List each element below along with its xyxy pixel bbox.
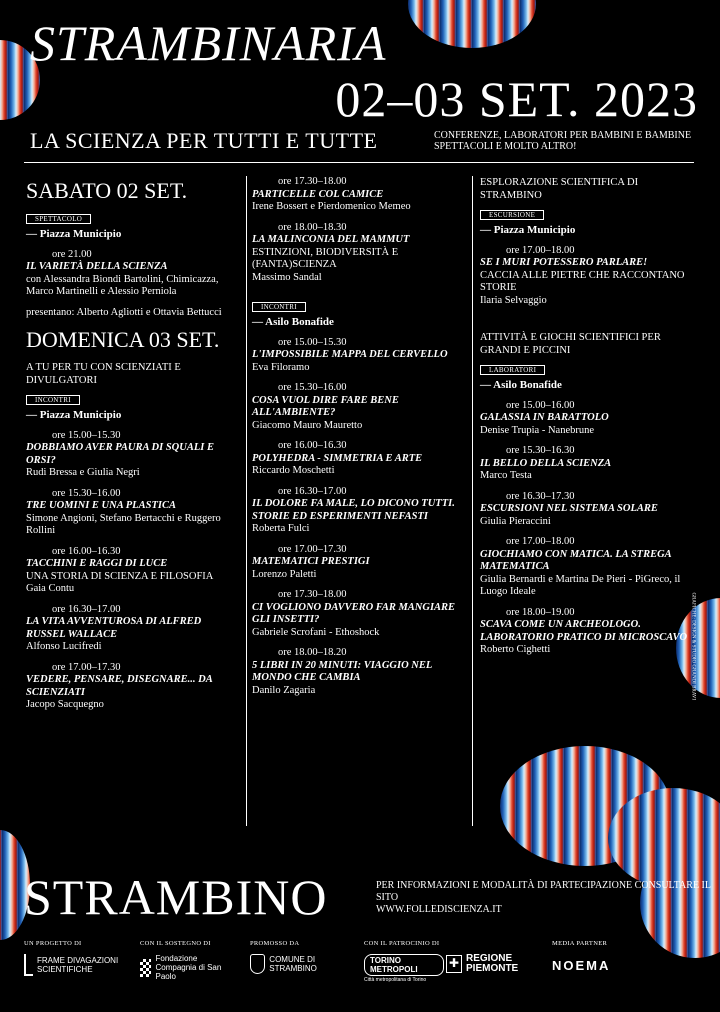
event — [26, 249, 240, 320]
section-heading: ATTIVITÀ E GIOCHI SCIENTIFICI PER GRANDI E PICCINI — [480, 332, 661, 356]
info-block — [376, 880, 720, 916]
frame-logo-icon — [24, 954, 33, 976]
event-time: ore 15.00–15.30 — [278, 336, 347, 348]
event-people: Lorenzo Paletti — [252, 568, 317, 580]
section-heading: ESPLORAZIONE SCIENTIFICA DI STRAMBINO — [480, 177, 639, 201]
column-2 — [252, 176, 468, 705]
event — [252, 589, 468, 639]
event-time: ore 16.30–17.00 — [278, 485, 347, 497]
event-title: COSA VUOL DIRE FARE BENE ALL'AMBIENTE? — [252, 394, 399, 418]
torino-logo-text: TORINO METROPOLI — [364, 954, 444, 976]
event-people: Roberta Fulci — [252, 523, 310, 534]
design-credit: GRAFICHE: DESIGN & STUDIO GRANDI BRAVI — [691, 592, 696, 700]
event-title: TRE UOMINI E UNA PLASTICA — [26, 500, 176, 511]
festival-title: STRAMBINARIA — [30, 15, 387, 71]
label-patron: CON IL PATROCINIO DI — [364, 940, 440, 947]
event — [252, 176, 468, 214]
category-tag: SPETTACOLO — [26, 214, 91, 224]
event — [480, 245, 690, 308]
regione-icon: ✚ — [446, 955, 462, 973]
venue: — Asilo Bonafide — [252, 316, 334, 328]
event-time: ore 21.00 — [52, 248, 92, 260]
event — [26, 488, 240, 538]
column-divider-2 — [472, 176, 473, 826]
noema-logo — [552, 958, 610, 973]
column-divider-1 — [246, 176, 247, 826]
event — [252, 382, 468, 432]
event-time: ore 17.00–18.00 — [506, 536, 575, 547]
event — [26, 430, 240, 480]
fondazione-logo — [140, 954, 240, 981]
event — [480, 536, 690, 599]
event-people: Alfonso Lucifredi — [26, 641, 102, 652]
section-intro: A TU PER TU CON SCIENZIATI E DIVULGATORI — [26, 362, 181, 386]
event-time: ore 15.30–16.30 — [506, 445, 575, 456]
event-title: SE I MURI POTESSERO PARLARE! — [480, 257, 648, 268]
event-time: ore 16.30–17.30 — [506, 490, 575, 502]
column-1 — [26, 176, 240, 720]
event-time: ore 18.00–19.00 — [506, 606, 575, 618]
event-subtitle: CACCIA ALLE PIETRE CHE RACCONTANO STORIE — [480, 269, 685, 293]
event — [26, 662, 240, 712]
event-time: ore 16.30–17.00 — [52, 603, 121, 615]
event-title: LA VITA AVVENTUROSA DI ALFRED RUSSEL WALLACE — [26, 616, 202, 640]
event-time: ore 18.00–18.30 — [278, 221, 347, 233]
regione-logo-text: REGIONE PIEMONTE — [466, 953, 519, 974]
venue: — Piazza Municipio — [26, 409, 122, 421]
event-people: con Alessandra Biondi Bartolini, Chimicazza, Marco Martinelli e Alessio Perniola — [26, 273, 219, 297]
event-people: Riccardo Moschetti — [252, 465, 335, 476]
event-time: ore 15.00–15.30 — [52, 429, 121, 441]
event — [480, 607, 690, 657]
event-people: Gaia Contu — [26, 583, 75, 594]
event — [480, 400, 690, 438]
category-tag: INCONTRI — [26, 395, 80, 405]
event-title: GIOCHIAMO CON MATICA. LA STREGA MATEMATICA — [480, 548, 672, 572]
festival-note: CONFERENZE, LABORATORI PER BAMBINI E BAMBINE SPETTACOLI E MOLTO ALTRO! — [434, 130, 692, 152]
label-media: MEDIA PARTNER — [552, 940, 608, 947]
event — [252, 486, 468, 536]
regione-logo — [446, 954, 546, 974]
event-title: IL BELLO DELLA SCIENZA — [480, 457, 612, 469]
label-project: UN PROGETTO DI — [24, 940, 82, 947]
torino-logo-sub: Città metropolitana di Torino — [364, 977, 427, 983]
event-title: TACCHINI E RAGGI DI LUCE — [26, 558, 168, 569]
town-name: STRAMBINO — [24, 869, 328, 925]
event — [252, 647, 468, 697]
event — [26, 604, 240, 654]
festival-subtitle: LA SCIENZA PER TUTTI E TUTTE — [30, 128, 378, 153]
checker-icon — [140, 959, 151, 977]
event-title: L'IMPOSSIBILE MAPPA DEL CERVELLO — [252, 349, 448, 360]
event-title: VEDERE, PENSARE, DISEGNARE... DA SCIENZIATI — [26, 674, 213, 698]
event-people: Irene Bossert e Pierdomenico Memeo — [252, 201, 411, 212]
event-title: POLYHEDRA - SIMMETRIA E ARTE — [252, 452, 423, 464]
venue: — Piazza Municipio — [480, 224, 576, 236]
event-people: Eva Filoramo — [252, 361, 310, 373]
event-people: Gabriele Scrofani - Ethoshock — [252, 626, 380, 638]
event — [252, 544, 468, 582]
event-subtitle: ESTINZIONI, BIODIVERSITÀ E (FANTA)SCIENZA — [252, 246, 399, 270]
comune-logo — [250, 954, 360, 974]
event-time: ore 15.30–16.00 — [278, 382, 347, 393]
event-time: ore 16.00–16.30 — [52, 545, 121, 557]
event-subtitle: UNA STORIA DI SCIENZA E FILOSOFIA — [26, 570, 214, 582]
website-link[interactable]: WWW.FOLLEDISCIENZA.IT — [376, 904, 502, 915]
event — [480, 445, 690, 483]
event-presenters: presentano: Alberto Agliotti e Ottavia Bettucci — [26, 306, 222, 318]
event — [252, 440, 468, 478]
event-title: LA MALINCONIA DEL MAMMUT — [252, 234, 410, 245]
event-people: Roberto Cighetti — [480, 644, 551, 655]
event-title: MATEMATICI PRESTIGI — [252, 556, 370, 567]
frame-logo-text: FRAME DIVAGAZIONI SCIENTIFICHE — [36, 956, 119, 974]
event-people: Simone Angioni, Stefano Bertacchi e Ruggero Rollini — [26, 512, 221, 536]
saturday-title: SABATO 02 SET. — [26, 178, 188, 203]
event-title: GALASSIA IN BARATTOLO — [480, 412, 609, 423]
event-time: ore 16.00–16.30 — [278, 440, 347, 451]
event-time: ore 17.00–17.30 — [52, 661, 121, 673]
event-time: ore 17.00–17.30 — [278, 543, 347, 555]
category-tag: INCONTRI — [252, 302, 306, 312]
event-title: CI VOGLIONO DAVVERO FAR MANGIARE GLI INSETTI? — [252, 601, 456, 625]
festival-dates: 02–03 SET. 2023 — [335, 71, 698, 127]
comune-logo-text: COMUNE DI STRAMBINO — [269, 955, 317, 973]
event-title: SCAVA COME UN ARCHEOLOGO. LABORATORIO PRATICO DI MICROSCAVO — [480, 619, 688, 643]
event — [252, 222, 468, 285]
header-divider — [24, 162, 694, 163]
event-people: Giulia Bernardi e Martina De Pieri - PiGreco, il Luogo Ideale — [480, 573, 681, 597]
fondazione-logo-text: Fondazione Compagnia di San Paolo — [155, 954, 222, 981]
event-people: Giacomo Mauro Mauretto — [252, 419, 363, 431]
event-title: IL VARIETÀ DELLA SCIENZA — [26, 261, 168, 272]
event-people: Marco Testa — [480, 470, 532, 481]
venue: — Asilo Bonafide — [480, 379, 562, 391]
torino-logo — [364, 954, 444, 983]
event-people: Giulia Pieraccini — [480, 515, 551, 527]
event-time: ore 17.30–18.00 — [278, 176, 347, 187]
label-support: CON IL SOSTEGNO DI — [140, 940, 211, 947]
event-title: DOBBIAMO AVER PAURA DI SQUALI E ORSI? — [26, 442, 214, 466]
event-time: ore 15.30–16.00 — [52, 487, 121, 499]
event — [480, 491, 690, 529]
label-promo: PROMOSSO DA — [250, 940, 300, 947]
sunday-title: DOMENICA 03 SET. — [26, 327, 220, 352]
event-title: IL DOLORE FA MALE, LO DICONO TUTTI. STORIE ED ESPERIMENTI NEFASTI — [252, 498, 455, 522]
info-text: PER INFORMAZIONI E MODALITÀ DI PARTECIPAZIONE CONSULTARE IL SITO — [376, 880, 711, 903]
category-tag: ESCURSIONE — [480, 210, 544, 220]
noema-logo-text: NOEMA — [552, 958, 611, 973]
event — [26, 546, 240, 596]
event-time: ore 15.00–16.00 — [506, 399, 575, 411]
event-people: Danilo Zagaria — [252, 684, 316, 696]
crest-icon — [250, 954, 265, 974]
event-time: ore 18.00–18.20 — [278, 647, 347, 658]
event-people: Denise Trupia - Nanebrune — [480, 424, 595, 436]
frame-logo — [24, 954, 134, 976]
event-time: ore 17.00–18.00 — [506, 244, 575, 256]
event-title: PARTICELLE COL CAMICE — [252, 188, 384, 200]
event-people: Jacopo Sacquegno — [26, 699, 104, 710]
category-tag: LABORATORI — [480, 365, 545, 375]
event-people: Rudi Bressa e Giulia Negri — [26, 467, 140, 478]
column-3 — [480, 176, 690, 665]
event-time: ore 17.30–18.00 — [278, 589, 347, 600]
event-title: ESCURSIONI NEL SISTEMA SOLARE — [480, 503, 658, 514]
event-title: 5 LIBRI IN 20 MINUTI: VIAGGIO NEL MONDO CHE CAMBIA — [252, 659, 432, 683]
stripe-circle-top-right — [408, 0, 536, 48]
event-people: Ilaria Selvaggio — [480, 294, 547, 306]
event — [252, 337, 468, 375]
venue: — Piazza Municipio — [26, 228, 122, 240]
event-people: Massimo Sandal — [252, 271, 322, 283]
